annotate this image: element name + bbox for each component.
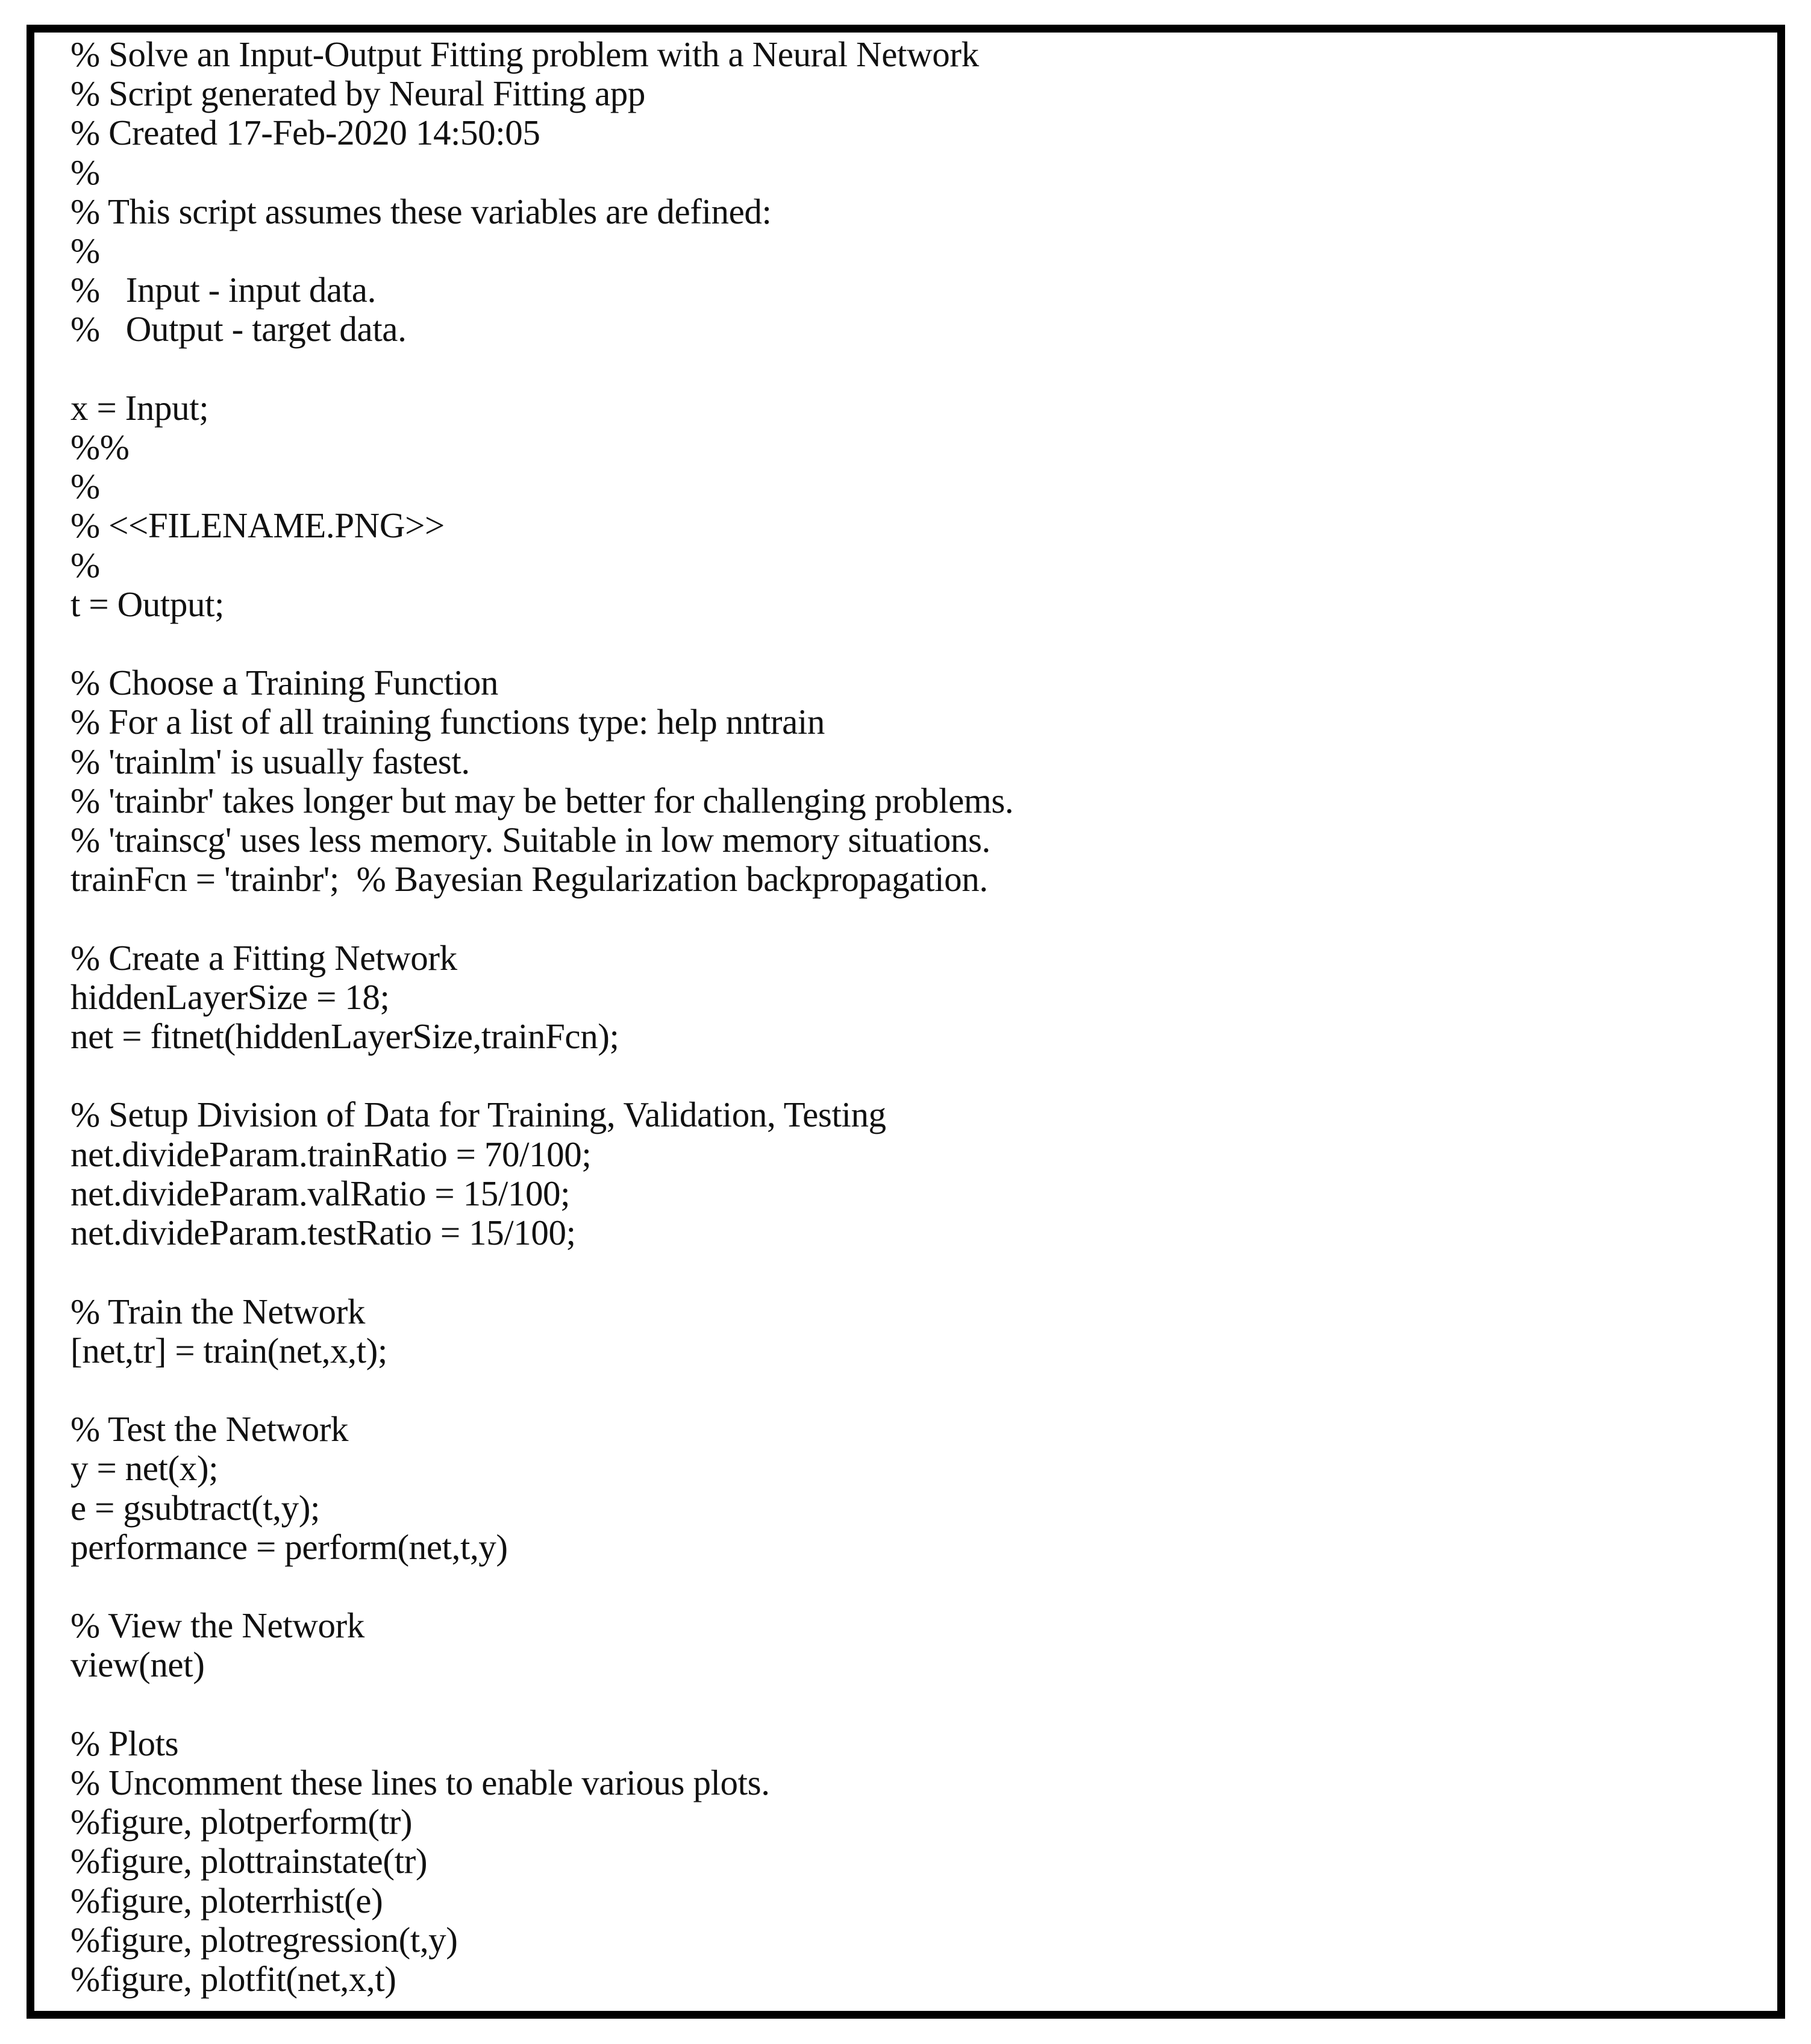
code-line: % Train the Network bbox=[70, 1291, 365, 1331]
code-line: performance = perform(net,t,y) bbox=[70, 1527, 508, 1567]
code-line: % Input - input data. bbox=[70, 270, 376, 310]
code-line: % Script generated by Neural Fitting app bbox=[70, 73, 645, 114]
code-line: % 'trainlm' is usually fastest. bbox=[70, 741, 470, 781]
code-line: x = Input; bbox=[70, 387, 209, 428]
code-line: %% bbox=[70, 427, 130, 467]
code-line: net.divideParam.trainRatio = 70/100; bbox=[70, 1134, 592, 1174]
code-blank-line bbox=[70, 1252, 1771, 1292]
code-line: hiddenLayerSize = 18; bbox=[70, 977, 390, 1017]
code-line: % bbox=[70, 545, 100, 585]
code-line: % This script assumes these variables are defined: bbox=[70, 191, 772, 231]
code-listing-frame bbox=[27, 25, 1785, 2019]
code-line: %figure, plottrainstate(tr) bbox=[70, 1841, 428, 1881]
code-line: % Created 17-Feb-2020 14:50:05 bbox=[70, 113, 540, 153]
code-line: t = Output; bbox=[70, 584, 225, 624]
code-line: %figure, ploterrhist(e) bbox=[70, 1880, 383, 1921]
code-line: % View the Network bbox=[70, 1605, 364, 1646]
code-blank-line bbox=[70, 1567, 1771, 1606]
code-line: % bbox=[70, 231, 100, 271]
code-line: %figure, plotperform(tr) bbox=[70, 1802, 413, 1842]
code-line: % bbox=[70, 152, 100, 192]
code-line: % Solve an Input-Output Fitting problem with a Neural Network bbox=[70, 34, 979, 74]
code-line: %figure, plotregression(t,y) bbox=[70, 1919, 458, 1960]
code-line: y = net(x); bbox=[70, 1448, 219, 1489]
code-line: % 'trainscg' uses less memory. Suitable in low memory situations. bbox=[70, 820, 990, 860]
code-line: trainFcn = 'trainbr'; % Bayesian Regularization backpropagation. bbox=[70, 859, 988, 899]
code-line: % bbox=[70, 466, 100, 507]
code-line: % Test the Network bbox=[70, 1409, 349, 1449]
code-line: % For a list of all training functions type: help nntrain bbox=[70, 702, 825, 742]
code-line: view(net) bbox=[70, 1645, 205, 1685]
code-line: % Create a Fitting Network bbox=[70, 937, 457, 978]
code-line: % <<FILENAME.PNG>> bbox=[70, 505, 445, 546]
code-line: % 'trainbr' takes longer but may be better for challenging problems. bbox=[70, 780, 1014, 820]
code-line: % Setup Division of Data for Training, Validation, Testing bbox=[70, 1095, 886, 1135]
code-line: %figure, plotfit(net,x,t) bbox=[70, 1958, 396, 1999]
code-blank-line bbox=[70, 1685, 1771, 1724]
code-blank-line bbox=[70, 899, 1771, 938]
code-listing bbox=[70, 35, 1771, 2011]
code-line: % Choose a Training Function bbox=[70, 663, 498, 703]
code-line: % Plots bbox=[70, 1723, 179, 1763]
code-blank-line bbox=[70, 624, 1771, 663]
code-line: e = gsubtract(t,y); bbox=[70, 1487, 320, 1528]
code-line: net = fitnet(hiddenLayerSize,trainFcn); bbox=[70, 1016, 619, 1057]
code-line: net.divideParam.valRatio = 15/100; bbox=[70, 1173, 571, 1213]
code-blank-line bbox=[70, 349, 1771, 389]
code-line: % Output - target data. bbox=[70, 309, 407, 349]
code-line: % Uncomment these lines to enable various plots. bbox=[70, 1762, 770, 1802]
code-line: [net,tr] = train(net,x,t); bbox=[70, 1330, 387, 1370]
code-blank-line bbox=[70, 1056, 1771, 1095]
code-blank-line bbox=[70, 1370, 1771, 1410]
code-line: net.divideParam.testRatio = 15/100; bbox=[70, 1213, 576, 1253]
